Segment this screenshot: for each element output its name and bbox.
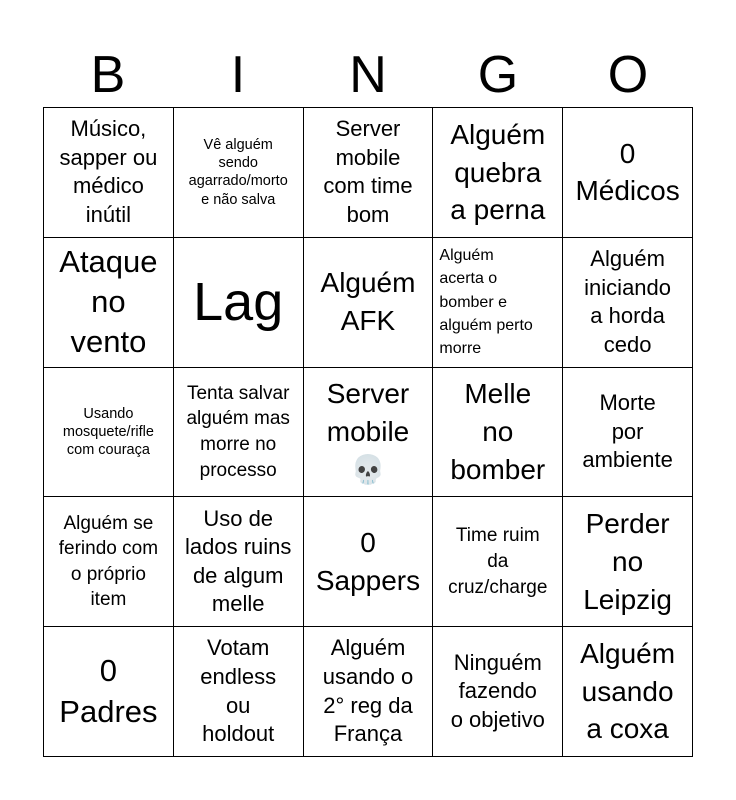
bingo-cell-text: Perder no Leipzig <box>583 508 672 615</box>
bingo-cell-text: Usando mosquete/rifle com couraça <box>62 405 154 459</box>
bingo-cell-r2c4[interactable] <box>433 238 563 368</box>
header-letter-b: B <box>90 46 126 104</box>
bingo-cell-text: Alguém AFK <box>320 267 416 337</box>
bingo-cell-text: Alguém iniciando a horda cedo <box>584 246 672 357</box>
bingo-card-grid <box>43 107 693 757</box>
bingo-cell-r1c4[interactable] <box>433 108 563 238</box>
bingo-cell-text: Alguém usando a coxa <box>580 637 676 745</box>
bingo-cell-r2c1[interactable] <box>44 238 174 368</box>
bingo-cell-text: Time ruim da cruz/charge <box>448 525 548 598</box>
bingo-cell-r5c3[interactable] <box>304 627 434 757</box>
bingo-cell-r3c4[interactable] <box>433 368 563 498</box>
bingo-cell-r3c3[interactable] <box>304 368 434 498</box>
bingo-cell-text: Alguém usando o 2° reg da França <box>322 635 414 747</box>
bingo-cell-text: Músico, sapper ou médico inútil <box>59 116 158 227</box>
bingo-cell-text: Vê alguém sendo agarrado/morto e não salva <box>188 137 288 208</box>
bingo-header <box>43 44 693 106</box>
header-letter-n: N <box>349 46 387 104</box>
bingo-cell-r3c5[interactable] <box>563 368 693 498</box>
bingo-cell-text: 0 Padres <box>59 653 158 729</box>
bingo-cell-r3c1[interactable] <box>44 368 174 498</box>
bingo-cell-r1c1[interactable] <box>44 108 174 238</box>
bingo-cell-text: Server mobile 💀 <box>326 378 410 485</box>
bingo-cell-r2c5[interactable] <box>563 238 693 368</box>
bingo-cell-r3c2[interactable] <box>174 368 304 498</box>
bingo-cell-r1c2[interactable] <box>174 108 304 238</box>
bingo-cell-r4c5[interactable] <box>563 497 693 627</box>
bingo-cell-text: Alguém quebra a perna <box>450 118 546 226</box>
bingo-cell-text: Tenta salvar alguém mas morre no processo <box>186 382 290 481</box>
bingo-cell-r5c2[interactable] <box>174 627 304 757</box>
bingo-cell-r4c3[interactable] <box>304 497 434 627</box>
bingo-cell-text: Server mobile com time bom <box>323 116 413 227</box>
bingo-cell-text: 0 Médicos <box>575 137 680 207</box>
bingo-cell-text: Alguém se ferindo com o próprio item <box>58 512 159 611</box>
bingo-cell-text: 0 Sappers <box>315 526 421 596</box>
bingo-cell-text: Lag <box>193 271 284 332</box>
bingo-cell-r1c3[interactable] <box>304 108 434 238</box>
bingo-cell-text: Votam endless ou holdout <box>200 635 277 747</box>
bingo-cell-text: Uso de lados ruins de algum melle <box>185 505 292 617</box>
bingo-cell-r5c4[interactable] <box>433 627 563 757</box>
header-letter-o: O <box>607 46 649 104</box>
header-letter-i: I <box>230 46 246 104</box>
bingo-cell-r5c1[interactable] <box>44 627 174 757</box>
bingo-cell-r2c3[interactable] <box>304 238 434 368</box>
bingo-cell-text: Alguém acerta o bomber e alguém perto morre <box>439 247 533 357</box>
bingo-cell-text: Morte por ambiente <box>582 390 673 473</box>
bingo-cell-r4c2[interactable] <box>174 497 304 627</box>
bingo-cell-r4c1[interactable] <box>44 497 174 627</box>
bingo-cell-r2c2[interactable] <box>174 238 304 368</box>
bingo-cell-text: Ataque no vento <box>59 243 158 360</box>
bingo-cell-r1c5[interactable] <box>563 108 693 238</box>
bingo-cell-text: Ninguém fazendo o objetivo <box>450 649 545 732</box>
bingo-cell-text: Melle no bomber <box>450 378 546 485</box>
header-letter-g: G <box>477 46 519 104</box>
bingo-cell-r5c5[interactable] <box>563 627 693 757</box>
bingo-cell-r4c4[interactable] <box>433 497 563 627</box>
